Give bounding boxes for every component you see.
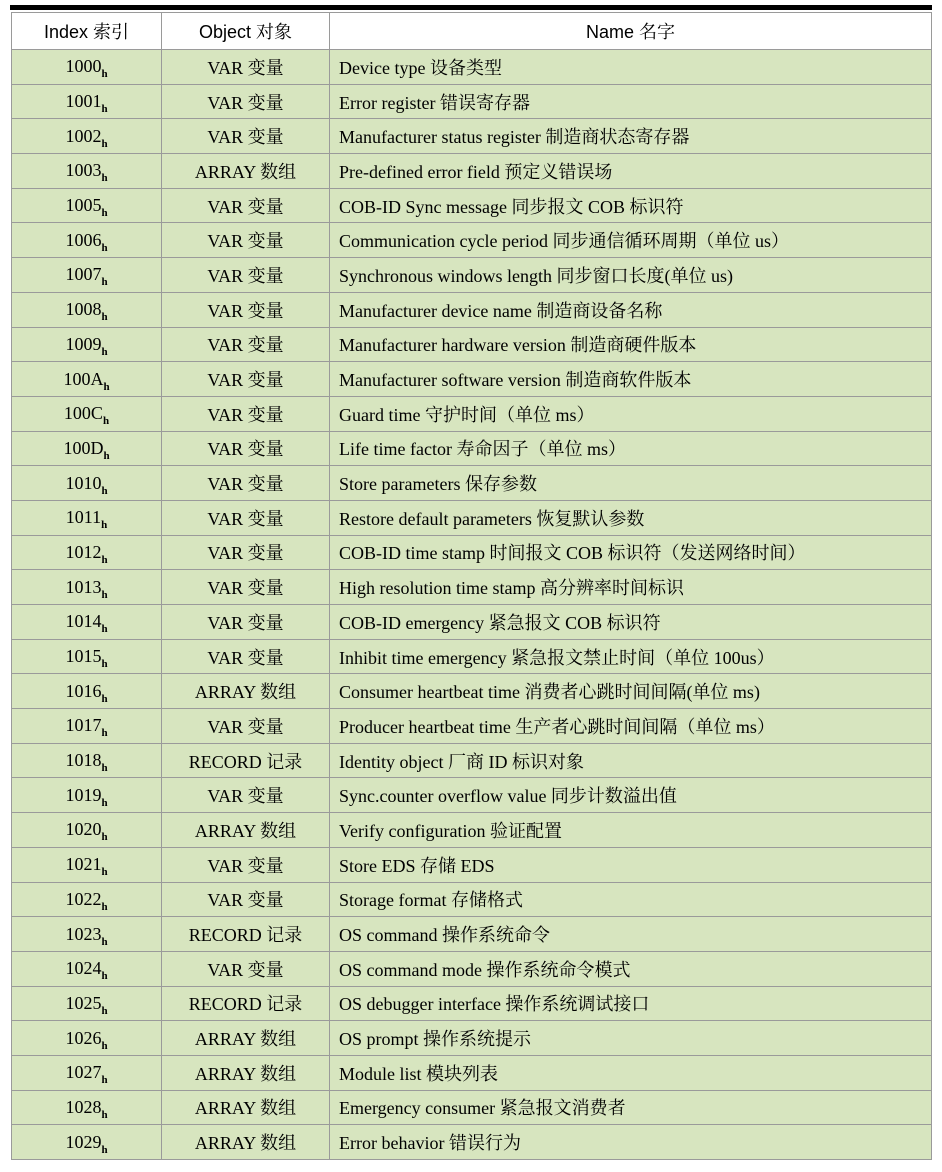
hex-subscript: h [103, 449, 110, 462]
object-cell: VAR 变量 [162, 778, 330, 813]
hex-subscript: h [101, 484, 108, 497]
object-cell: ARRAY 数组 [162, 1021, 330, 1056]
index-value: 1017 [65, 715, 102, 736]
hex-subscript: h [103, 380, 110, 393]
name-cell: Store EDS 存储 EDS [330, 847, 932, 882]
name-cell: High resolution time stamp 高分辨率时间标识 [330, 570, 932, 605]
hex-subscript: h [101, 207, 108, 220]
object-cell: VAR 变量 [162, 500, 330, 535]
index-value: 1029 [65, 1131, 102, 1152]
index-cell [12, 84, 162, 119]
index-value: 1010 [65, 472, 102, 493]
hex-subscript: h [101, 1143, 108, 1156]
index-cell [12, 986, 162, 1021]
hex-subscript: h [101, 658, 108, 671]
index-cell [12, 1125, 162, 1160]
index-value: 1025 [65, 992, 102, 1013]
object-cell: VAR 变量 [162, 223, 330, 258]
index-value: 1011 [65, 507, 102, 528]
index-cell [12, 188, 162, 223]
hex-subscript: h [101, 831, 108, 844]
table-row [12, 639, 932, 674]
hex-subscript: h [101, 935, 108, 948]
hex-subscript: h [101, 1039, 108, 1052]
hex-subscript: h [101, 519, 108, 532]
object-cell: VAR 变量 [162, 258, 330, 293]
name-cell: Synchronous windows length 同步窗口长度(单位 us) [330, 258, 932, 293]
index-cell [12, 743, 162, 778]
object-dictionary-table [11, 12, 932, 1160]
index-cell [12, 500, 162, 535]
object-cell: RECORD 记录 [162, 986, 330, 1021]
hex-subscript: h [101, 1108, 108, 1121]
header-name: Name 名字 [330, 13, 932, 50]
hex-subscript: h [101, 137, 108, 150]
name-cell: Producer heartbeat time 生产者心跳时间间隔（单位 ms） [330, 709, 932, 744]
hex-subscript: h [101, 241, 108, 254]
object-cell: VAR 变量 [162, 535, 330, 570]
table-row [12, 119, 932, 154]
name-cell: COB-ID time stamp 时间报文 COB 标识符（发送网络时间） [330, 535, 932, 570]
object-cell: ARRAY 数组 [162, 1125, 330, 1160]
table-row [12, 709, 932, 744]
hex-subscript: h [101, 762, 108, 775]
name-cell: OS debugger interface 操作系统调试接口 [330, 986, 932, 1021]
top-rule [10, 5, 932, 10]
table-row [12, 570, 932, 605]
index-value: 1014 [65, 611, 102, 632]
index-cell [12, 882, 162, 917]
table-row [12, 1090, 932, 1125]
name-cell: Device type 设备类型 [330, 50, 932, 85]
name-cell: OS prompt 操作系统提示 [330, 1021, 932, 1056]
index-cell [12, 1055, 162, 1090]
name-cell: COB-ID Sync message 同步报文 COB 标识符 [330, 188, 932, 223]
index-cell [12, 778, 162, 813]
table-row [12, 84, 932, 119]
index-cell [12, 362, 162, 397]
index-cell [12, 570, 162, 605]
hex-subscript: h [101, 900, 108, 913]
table-row [12, 674, 932, 709]
object-cell: VAR 变量 [162, 84, 330, 119]
name-cell: Verify configuration 验证配置 [330, 813, 932, 848]
index-cell [12, 917, 162, 952]
hex-subscript: h [101, 1074, 108, 1087]
hex-subscript: h [101, 345, 108, 358]
index-value: 100D [63, 437, 104, 458]
index-value: 1000 [65, 56, 102, 77]
index-value: 1027 [65, 1062, 102, 1083]
name-cell: Life time factor 寿命因子（单位 ms） [330, 431, 932, 466]
table-row [12, 1021, 932, 1056]
hex-subscript: h [101, 692, 108, 705]
table-row [12, 743, 932, 778]
table-row [12, 847, 932, 882]
object-cell: VAR 变量 [162, 119, 330, 154]
name-cell: Communication cycle period 同步通信循环周期（单位 us） [330, 223, 932, 258]
table-row [12, 882, 932, 917]
object-cell: VAR 变量 [162, 362, 330, 397]
table-row [12, 327, 932, 362]
index-value: 1020 [65, 819, 102, 840]
object-cell: ARRAY 数组 [162, 154, 330, 189]
name-cell: Emergency consumer 紧急报文消费者 [330, 1090, 932, 1125]
index-cell [12, 327, 162, 362]
index-value: 1005 [65, 195, 102, 216]
hex-subscript: h [101, 727, 108, 740]
table-row [12, 396, 932, 431]
table-row [12, 362, 932, 397]
header-object: Object 对象 [162, 13, 330, 50]
hex-subscript: h [102, 415, 110, 428]
hex-subscript: h [101, 866, 108, 879]
table-row [12, 292, 932, 327]
index-cell [12, 605, 162, 640]
object-cell: VAR 变量 [162, 327, 330, 362]
index-value: 1012 [65, 541, 102, 562]
object-cell: VAR 变量 [162, 570, 330, 605]
object-cell: VAR 变量 [162, 292, 330, 327]
index-value: 1021 [65, 854, 102, 875]
index-cell [12, 292, 162, 327]
table-row [12, 1125, 932, 1160]
hex-subscript: h [101, 276, 108, 289]
table-row [12, 917, 932, 952]
index-cell [12, 119, 162, 154]
object-cell: VAR 变量 [162, 605, 330, 640]
index-value: 100C [63, 403, 103, 424]
object-cell: VAR 变量 [162, 709, 330, 744]
header-row [12, 13, 932, 50]
name-cell: Manufacturer software version 制造商软件版本 [330, 362, 932, 397]
name-cell: Inhibit time emergency 紧急报文禁止时间（单位 100us） [330, 639, 932, 674]
index-cell [12, 951, 162, 986]
name-cell: Consumer heartbeat time 消费者心跳时间间隔(单位 ms) [330, 674, 932, 709]
name-cell: Manufacturer status register 制造商状态寄存器 [330, 119, 932, 154]
object-cell: VAR 变量 [162, 188, 330, 223]
index-cell [12, 258, 162, 293]
name-cell: Manufacturer device name 制造商设备名称 [330, 292, 932, 327]
name-cell: Module list 模块列表 [330, 1055, 932, 1090]
hex-subscript: h [101, 103, 108, 116]
index-cell [12, 1090, 162, 1125]
index-value: 1019 [65, 784, 102, 805]
hex-subscript: h [101, 1004, 108, 1017]
name-cell: Guard time 守护时间（单位 ms） [330, 396, 932, 431]
hex-subscript: h [101, 311, 108, 324]
object-cell: ARRAY 数组 [162, 674, 330, 709]
index-value: 1013 [65, 576, 102, 597]
table-row [12, 605, 932, 640]
index-value: 100A [63, 368, 104, 389]
index-cell [12, 709, 162, 744]
index-value: 1003 [65, 160, 102, 181]
table-row [12, 778, 932, 813]
index-cell [12, 396, 162, 431]
name-cell: COB-ID emergency 紧急报文 COB 标识符 [330, 605, 932, 640]
table-row [12, 1055, 932, 1090]
object-cell: VAR 变量 [162, 466, 330, 501]
object-cell: RECORD 记录 [162, 743, 330, 778]
object-cell: ARRAY 数组 [162, 1090, 330, 1125]
name-cell: OS command mode 操作系统命令模式 [330, 951, 932, 986]
hex-subscript: h [101, 553, 108, 566]
index-cell [12, 431, 162, 466]
index-value: 1015 [65, 646, 102, 667]
index-cell [12, 466, 162, 501]
index-cell [12, 535, 162, 570]
object-cell: VAR 变量 [162, 639, 330, 674]
hex-subscript: h [101, 970, 108, 983]
name-cell: Sync.counter overflow value 同步计数溢出值 [330, 778, 932, 813]
name-cell: Error register 错误寄存器 [330, 84, 932, 119]
name-cell: Storage format 存储格式 [330, 882, 932, 917]
hex-subscript: h [101, 796, 108, 809]
index-cell [12, 639, 162, 674]
index-value: 1024 [65, 958, 102, 979]
index-value: 1023 [65, 923, 102, 944]
object-cell: RECORD 记录 [162, 917, 330, 952]
name-cell: Error behavior 错误行为 [330, 1125, 932, 1160]
table-body [12, 50, 932, 1160]
index-cell [12, 674, 162, 709]
name-cell: Manufacturer hardware version 制造商硬件版本 [330, 327, 932, 362]
index-value: 1009 [65, 333, 102, 354]
table-row [12, 951, 932, 986]
object-cell: VAR 变量 [162, 431, 330, 466]
object-cell: ARRAY 数组 [162, 1055, 330, 1090]
table-row [12, 154, 932, 189]
hex-subscript: h [101, 172, 108, 185]
index-cell [12, 50, 162, 85]
index-value: 1001 [65, 91, 102, 112]
index-cell [12, 813, 162, 848]
table-row [12, 500, 932, 535]
index-cell [12, 1021, 162, 1056]
table-row [12, 188, 932, 223]
name-cell: OS command 操作系统命令 [330, 917, 932, 952]
header-index: Index 索引 [12, 13, 162, 50]
object-cell: VAR 变量 [162, 50, 330, 85]
index-value: 1006 [65, 229, 102, 250]
name-cell: Restore default parameters 恢复默认参数 [330, 500, 932, 535]
object-cell: VAR 变量 [162, 396, 330, 431]
index-value: 1007 [65, 264, 102, 285]
table-row [12, 986, 932, 1021]
index-value: 1022 [65, 888, 102, 909]
index-value: 1018 [65, 750, 102, 771]
object-cell: VAR 变量 [162, 882, 330, 917]
object-cell: VAR 变量 [162, 847, 330, 882]
table-row [12, 50, 932, 85]
name-cell: Pre-defined error field 预定义错误场 [330, 154, 932, 189]
table-row [12, 535, 932, 570]
index-cell [12, 223, 162, 258]
index-value: 1002 [65, 125, 102, 146]
table-row [12, 431, 932, 466]
index-value: 1008 [65, 299, 102, 320]
table-row [12, 258, 932, 293]
hex-subscript: h [101, 623, 108, 636]
name-cell: Identity object 厂商 ID 标识对象 [330, 743, 932, 778]
name-cell: Store parameters 保存参数 [330, 466, 932, 501]
hex-subscript: h [101, 68, 108, 81]
hex-subscript: h [101, 588, 108, 601]
table-row [12, 223, 932, 258]
object-cell: VAR 变量 [162, 951, 330, 986]
index-value: 1016 [65, 680, 102, 701]
object-cell: ARRAY 数组 [162, 813, 330, 848]
index-value: 1026 [65, 1027, 102, 1048]
index-cell [12, 154, 162, 189]
index-value: 1028 [65, 1096, 102, 1117]
table-row [12, 813, 932, 848]
table-row [12, 466, 932, 501]
index-cell [12, 847, 162, 882]
